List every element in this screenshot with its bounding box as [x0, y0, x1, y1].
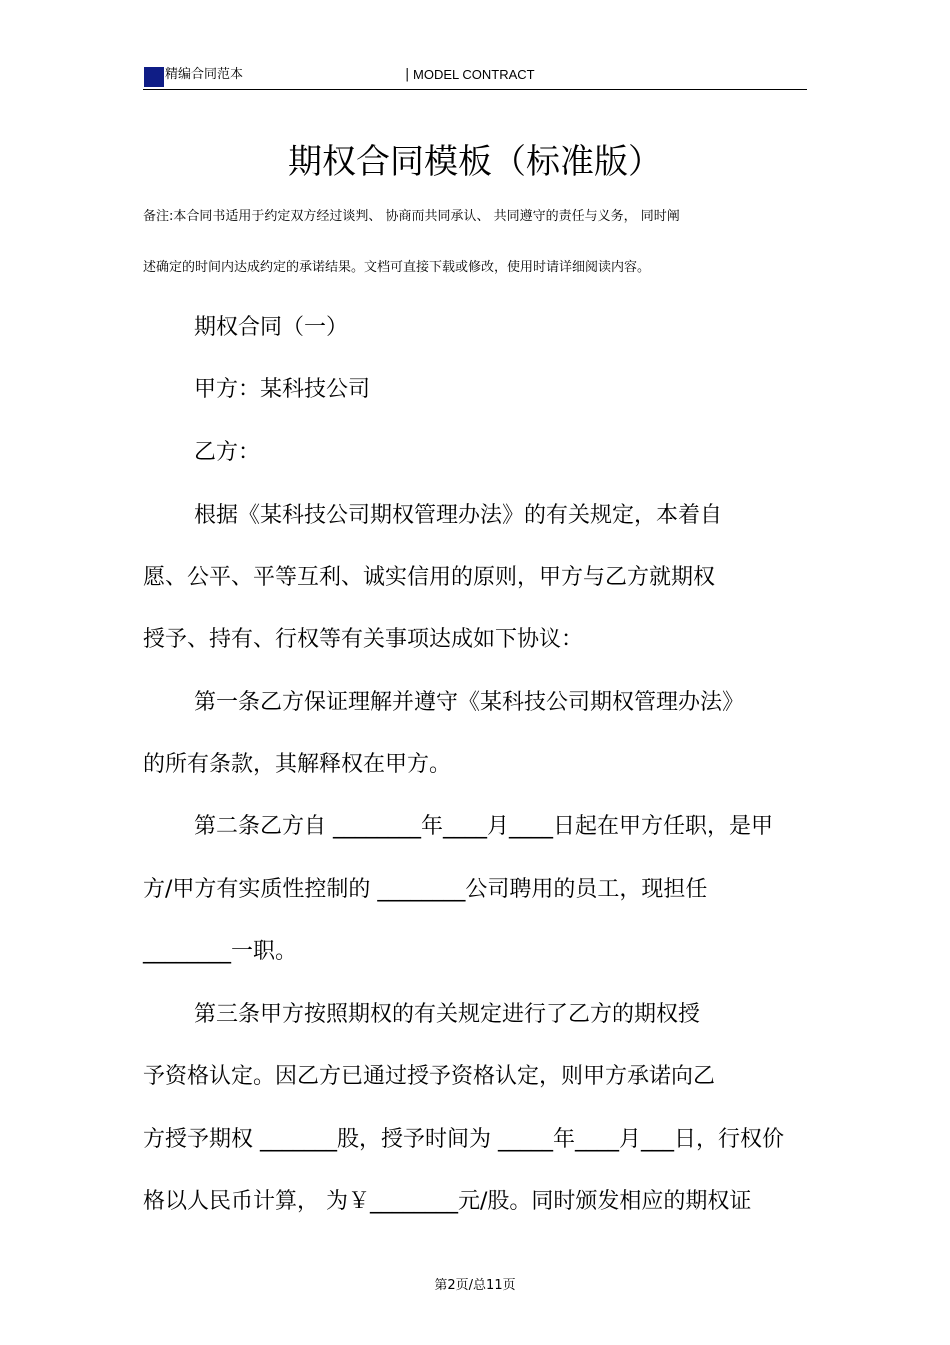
body-line: ________一职。: [143, 939, 298, 964]
party-a-line: 甲方：某科技公司: [194, 377, 371, 402]
article-2-line: 第二条乙方自 ________年____月____日起在甲方任职，是甲: [194, 814, 773, 839]
note-line: 备注:本合同书适用于约定双方经过谈判、 协商而共同承认、 共同遵守的责任与义务， 同时阐: [143, 209, 680, 224]
article-3-line: 第三条甲方按照期权的有关规定进行了乙方的期权授: [194, 1002, 701, 1027]
header-brand: 精编合同范本: [165, 67, 244, 82]
header-separator: |: [405, 67, 410, 82]
page-header: [143, 64, 807, 90]
body-line: 根据《某科技公司期权管理办法》的有关规定，本着自: [194, 503, 723, 528]
body-line: 的所有条款，其解释权在甲方。: [143, 752, 452, 777]
note-line: 述确定的时间内达成约定的承诺结果。文档可直接下载或修改，使用时请详细阅读内容。: [143, 260, 651, 275]
document-title: 期权合同模板（标准版）: [288, 142, 662, 182]
body-line: 方授予期权 _______股，授予时间为 _____年____月___日，行权价: [143, 1127, 784, 1152]
body-line: 授予、持有、行权等有关事项达成如下协议：: [143, 627, 584, 652]
body-line: 愿、公平、平等互利、诚实信用的原则，甲方与乙方就期权: [143, 565, 716, 590]
brand-square-icon: [144, 67, 164, 87]
body-line: 方/甲方有实质性控制的 ________公司聘用的员工，现担任: [143, 877, 708, 902]
body-line: 予资格认定。因乙方已通过授予资格认定，则甲方承诺向乙: [143, 1064, 716, 1089]
party-b-line: 乙方：: [194, 440, 261, 465]
section-heading: 期权合同（一）: [194, 315, 349, 340]
body-line: 格以人民币计算， 为￥________元/股。同时颁发相应的期权证: [143, 1189, 752, 1214]
article-1-line: 第一条乙方保证理解并遵守《某科技公司期权管理办法》: [194, 690, 745, 715]
page-number: 第2页/总11页: [434, 1278, 516, 1293]
header-model-label: MODEL CONTRACT: [413, 67, 535, 82]
